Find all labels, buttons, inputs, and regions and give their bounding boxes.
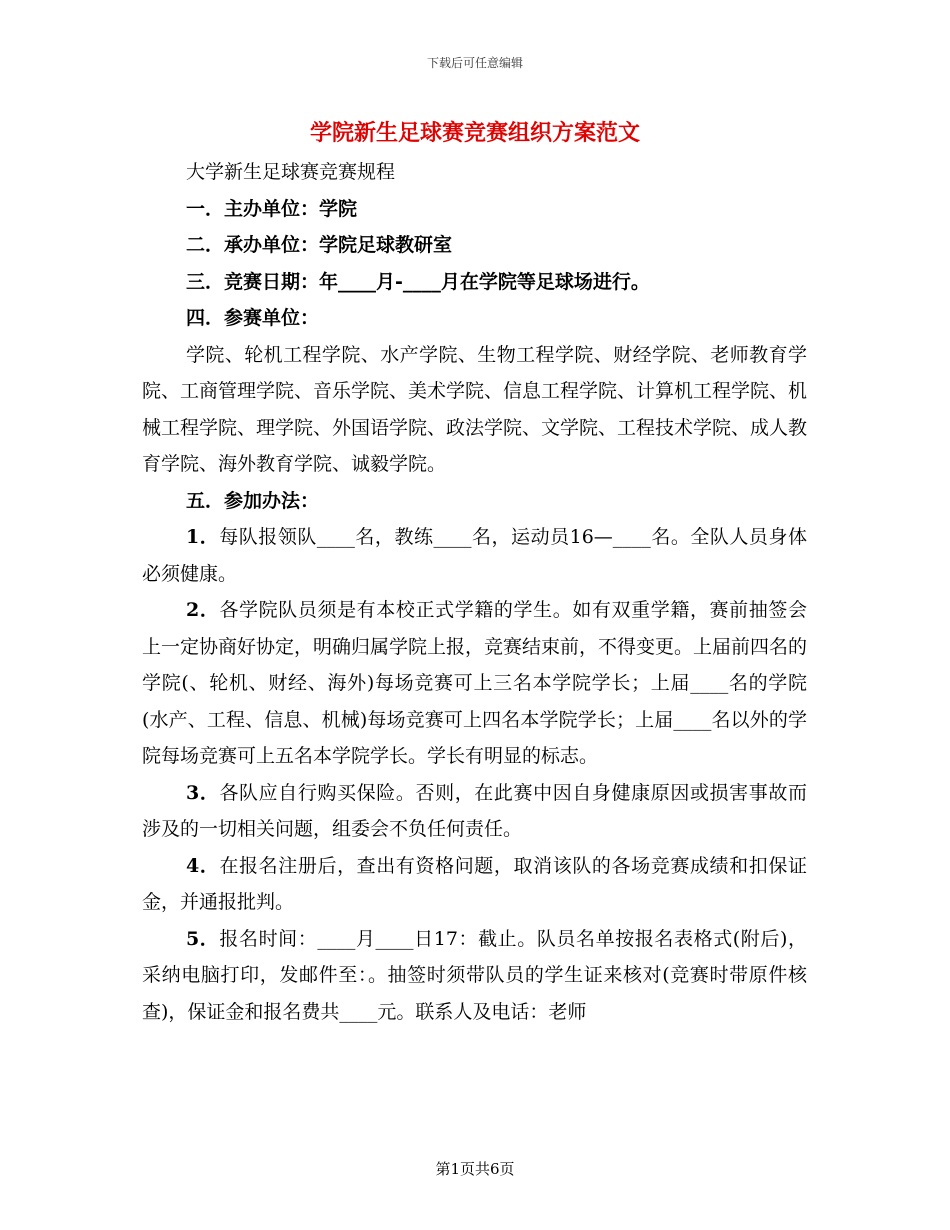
document-title: 学院新生足球赛竞赛组织方案范文 — [309, 121, 640, 146]
rule-text: 各队应自行购买保险。否则，在此赛中因自身健康原因或损害事故而涉及的一切相关问题，组委会不负任何责任。 — [142, 781, 807, 840]
rule-text: 每队报领队____名，教练____名，运动员16—____名。全队人员身体必须健康。 — [142, 526, 807, 585]
rule-item — [142, 775, 807, 848]
participants-list: 学院、轮机工程学院、水产学院、生物工程学院、财经学院、老师教育学院、工商管理学院、音乐学院、美术学院、信息工程学院、计算机工程学院、机械工程学院、理学院、外国语学院、政法学院、文学院、工程技术学院、成人教育学院、海外教育学院、诚毅学院。 — [142, 343, 808, 475]
rule-text: 各学院队员须是有本校正式学籍的学生。如有双重学籍，赛前抽签会上一定协商好协定，明确归属学院上报，竞赛结束前，不得变更。上届前四名的学院(、轮机、财经、海外)每场竞赛可上三名本学院学长；上届____名的学院(水产、工程、信息、机械)每场竞赛可上四名本学院学长；上届____名以外的学院每场竞赛可上五名本学院学长。学长有明显的标志。 — [142, 599, 808, 767]
rule-number: 4． — [186, 854, 220, 877]
rule-number: 3． — [186, 781, 220, 804]
section-date: 三．竞赛日期：年____月-____月在学院等足球场进行。 — [186, 270, 650, 293]
rule-item — [142, 921, 807, 1031]
rule-number: 1． — [186, 526, 220, 548]
rule-item — [142, 519, 807, 592]
rule-number: 2． — [186, 599, 220, 621]
rule-number: 5． — [186, 927, 220, 950]
page-number: 第1页共6页 — [435, 1160, 515, 1178]
section-method-heading: 五．参加办法： — [186, 489, 320, 512]
document-body — [142, 154, 807, 1030]
rule-item — [142, 592, 807, 775]
rule-text: 在报名注册后，查出有资格问题，取消该队的各场竞赛成绩和扣保证金，并通报批判。 — [142, 854, 807, 913]
section-participants-heading: 四．参赛单位： — [186, 307, 320, 329]
rule-item — [142, 848, 807, 921]
header-note: 下载后可任意编辑 — [426, 56, 523, 70]
rule-text: 报名时间：____月____日17：截止。队员名单按报名表格式(附后)，采纳电脑打印，发邮件至：。抽签时须带队员的学生证来核对(竞赛时带原件核查)，保证金和报名费共____元。联系人及电话：老师 — [142, 927, 807, 1023]
subtitle: 大学新生足球赛竞赛规程 — [186, 161, 396, 183]
section-host: 一．主办单位：学院 — [186, 197, 358, 220]
section-organizer: 二．承办单位：学院足球教研室 — [186, 234, 453, 256]
